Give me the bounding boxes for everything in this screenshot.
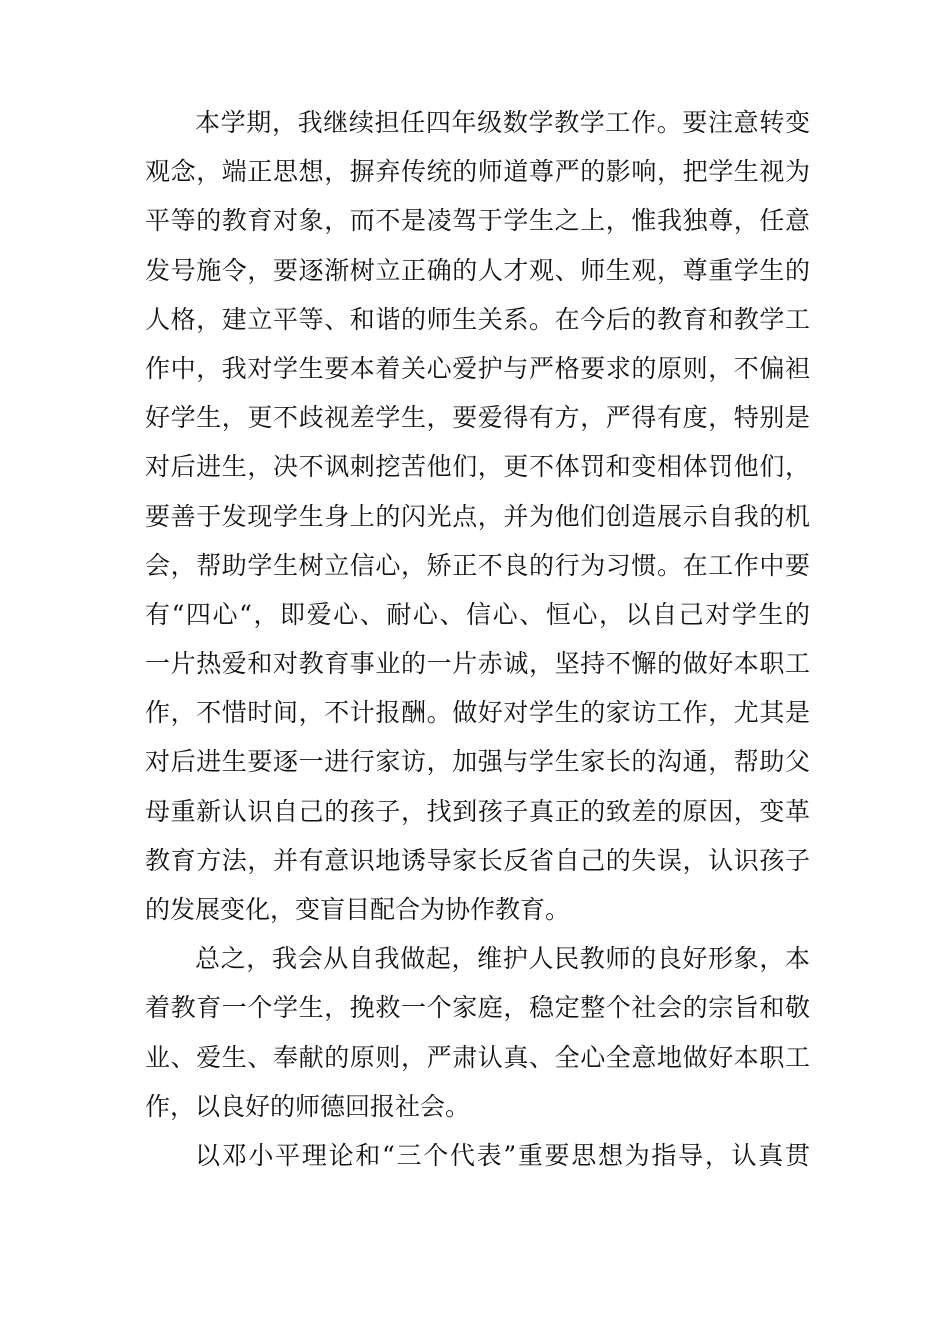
- text-line: 对后进生要逐一进行家访，加强与学生家长的沟通，帮助父: [145, 747, 810, 777]
- text-line: 作，以良好的师德回报社会。: [145, 1091, 471, 1121]
- text-line: 以邓小平理论和“三个代表”重要思想为指导，认真贯: [195, 1140, 810, 1170]
- text-line: 总之，我会从自我做起，维护人民教师的良好形象，本: [195, 944, 810, 974]
- text-line: 作，不惜时间，不计报酬。做好对学生的家访工作，尤其是: [145, 698, 810, 728]
- text-line: 人格，建立平等、和谐的师生关系。在今后的教育和教学工: [145, 304, 810, 334]
- body-text: [145, 98, 810, 1180]
- text-line: 观念，端正思想，摒弃传统的师道尊严的影响，把学生视为: [145, 157, 810, 187]
- text-line: 发号施令，要逐渐树立正确的人才观、师生观，尊重学生的: [145, 255, 810, 285]
- text-line: 对后进生，决不讽刺挖苦他们，更不体罚和变相体罚他们，: [145, 452, 810, 482]
- text-line: 教育方法，并有意识地诱导家长反省自己的失误，认识孩子: [145, 845, 810, 875]
- text-line: 业、爱生、奉献的原则，严肃认真、全心全意地做好本职工: [145, 1042, 810, 1072]
- text-line: 的发展变化，变盲目配合为协作教育。: [145, 895, 571, 924]
- text-line: 要善于发现学生身上的闪光点，并为他们创造展示自我的机: [145, 501, 810, 531]
- text-line: 本学期，我继续担任四年级数学教学工作。要注意转变: [195, 108, 810, 137]
- text-line: 一片热爱和对教育事业的一片赤诚，坚持不懈的做好本职工: [145, 649, 810, 679]
- text-line: 好学生，更不歧视差学生，要爱得有方，严得有度，特别是: [145, 403, 810, 433]
- text-line: 有“四心“，即爱心、耐心、信心、恒心，以自己对学生的: [145, 599, 810, 629]
- text-line: 作中，我对学生要本着关心爱护与严格要求的原则，不偏袒: [145, 353, 810, 383]
- text-line: 会，帮助学生树立信心，矫正不良的行为习惯。在工作中要: [145, 550, 810, 580]
- text-line: 母重新认识自己的孩子，找到孩子真正的致差的原因，变革: [145, 796, 810, 826]
- text-line: 平等的教育对象，而不是凌驾于学生之上，惟我独尊，任意: [145, 206, 810, 236]
- text-line: 着教育一个学生，挽救一个家庭，稳定整个社会的宗旨和敬: [145, 993, 810, 1023]
